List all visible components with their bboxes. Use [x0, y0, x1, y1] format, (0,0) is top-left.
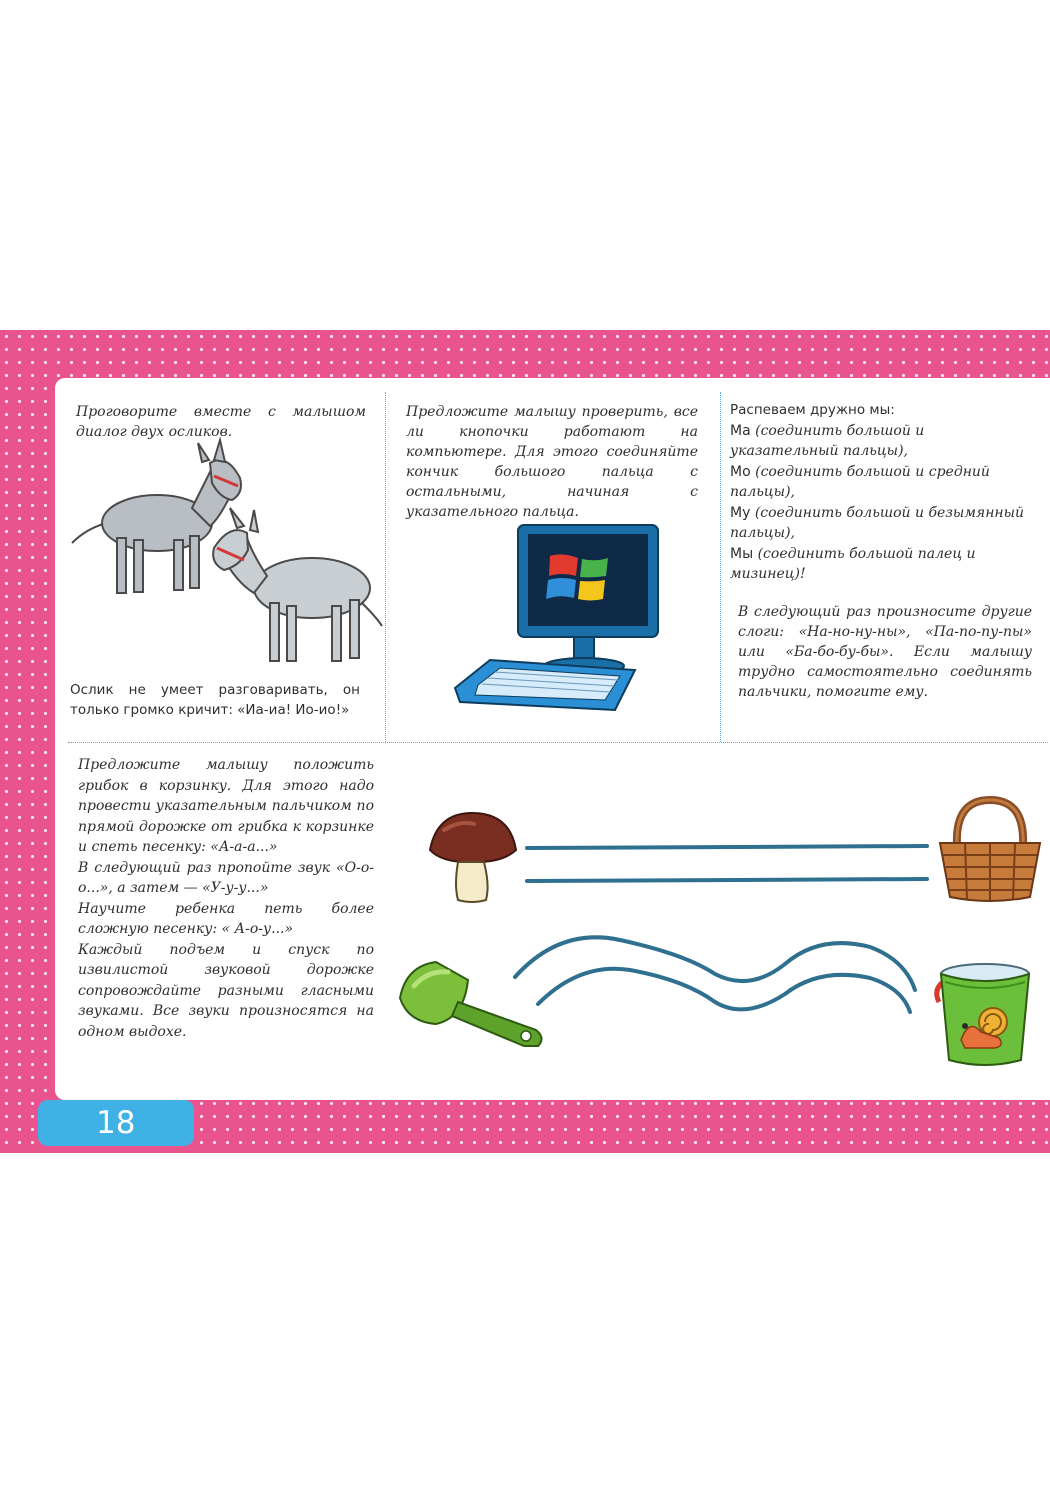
rhyme-syllable: Ма — [730, 422, 751, 439]
paths-paragraph: В следующий раз пропойте звук «О-о-о...», а затем — «У-у-у...» — [78, 859, 374, 896]
straight-track — [522, 838, 932, 888]
rhyme-block — [730, 400, 1030, 585]
mushroom-icon — [422, 808, 522, 908]
donkeys-caption: Ослик не умеет разговаривать, он только громко кричит: «Иа-иа! Ио-ио!» — [70, 682, 360, 718]
rhyme-syllable: Му — [730, 504, 751, 521]
wavy-track — [510, 922, 920, 1022]
rhyme-note: (соединить большой и указательный пальцы), — [730, 422, 925, 459]
rhyme-followup: В следующий раз произносите другие слоги: «На-но-ну-ны», «Па-по-пу-пы» или «Ба-бо-бу-бы». Если малышу трудно самостоятельно соединять пальчики, помогите ему. — [738, 604, 1032, 700]
rhyme-title: Распеваем дружно мы: — [730, 402, 895, 418]
bucket-icon — [935, 960, 1035, 1070]
paths-paragraph: Научите ребенка петь более сложную песенку: « А-о-у...» — [78, 900, 374, 937]
divider-horizontal — [68, 742, 1048, 743]
rhyme-note: (соединить большой и средний пальцы), — [730, 463, 990, 500]
computer-text: Предложите малышу проверить, все ли кнопочки работают на компьютере. Для этого соединяйте кончик большого пальца с остальными, начиная с указательного пальца. — [406, 404, 698, 520]
rhyme-line — [730, 503, 1030, 544]
paths-paragraph: Предложите малышу положить грибок в корзинку. Для этого надо провести указательным пальчиком по прямой дорожке от грибка к корзинке и спеть песенку: «А-а-а...» — [78, 757, 374, 855]
basket-icon — [935, 795, 1045, 905]
paths-text — [78, 755, 374, 1042]
rhyme-syllable: Мы — [730, 545, 754, 562]
rhyme-line — [730, 421, 1030, 462]
rhyme-line — [730, 544, 1030, 585]
rhyme-line — [730, 462, 1030, 503]
divider-vertical-left — [385, 392, 386, 742]
rhyme-syllable: Мо — [730, 463, 751, 480]
page-number: 18 — [38, 1100, 194, 1146]
donkeys-intro: Проговорите вместе с малышом диалог двух осликов. — [76, 404, 366, 440]
rhyme-note: (соединить большой палец и мизинец)! — [730, 545, 976, 582]
paths-paragraph: Каждый подъем и спуск по извилистой звуковой дорожке сопровождайте разными гласными звуками. Все звуки произносятся на одном выдохе. — [78, 941, 374, 1040]
computer-icon — [450, 520, 670, 720]
donkey-icon — [62, 448, 382, 648]
rhyme-note: (соединить большой и безымянный пальцы), — [730, 504, 1025, 541]
divider-vertical-right — [720, 392, 721, 742]
